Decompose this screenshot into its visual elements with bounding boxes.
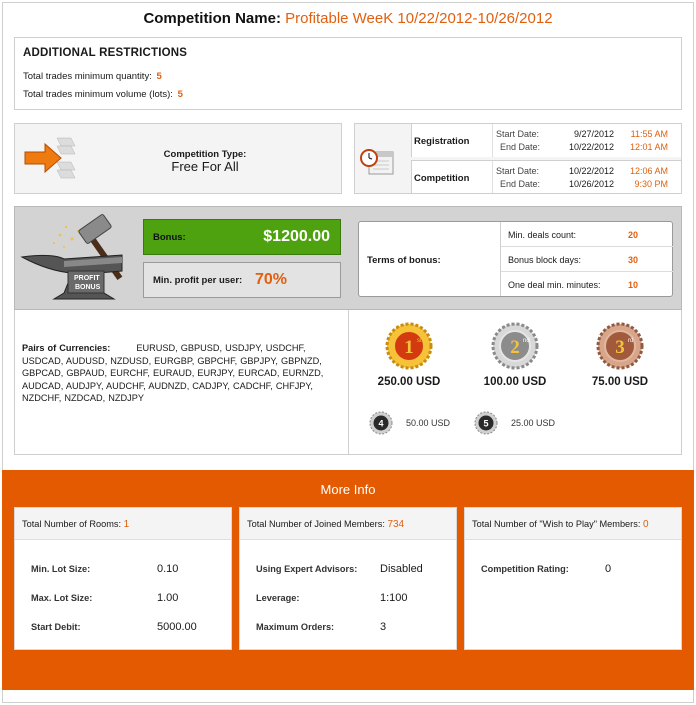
members-header-value: 734 bbox=[387, 519, 405, 530]
calendar-icon bbox=[355, 124, 411, 193]
bonus-badge-text: BONUS bbox=[75, 284, 101, 291]
card-row-value: 0 bbox=[605, 563, 612, 575]
second-place-suffix: nd bbox=[523, 338, 530, 344]
fifth-place-badge-icon bbox=[474, 411, 498, 435]
third-place-number: 3 bbox=[615, 337, 625, 358]
terms-value: 30 bbox=[627, 255, 638, 265]
min-qty-row bbox=[23, 71, 162, 82]
card-row-key: Using Expert Advisors: bbox=[256, 564, 358, 574]
registration-end-date: 10/22/2012 bbox=[568, 142, 614, 152]
rooms-card bbox=[14, 507, 232, 650]
min-vol-value: 5 bbox=[177, 89, 183, 100]
dates-panel bbox=[354, 123, 682, 194]
min-vol-label: Total trades minimum volume (lots): bbox=[23, 89, 173, 100]
competition-dates-block bbox=[411, 160, 681, 193]
restrictions-heading: ADDITIONAL RESTRICTIONS bbox=[23, 47, 188, 59]
bonus-value: $1200.00 bbox=[263, 228, 330, 245]
terms-of-bonus-panel bbox=[358, 221, 673, 297]
min-qty-value: 5 bbox=[156, 71, 162, 82]
competition-end-label: End Date: bbox=[500, 179, 541, 189]
fourth-prize-value: 50.00 USD bbox=[406, 418, 451, 428]
rooms-header-value: 1 bbox=[123, 519, 130, 530]
competition-type-label: Competition Type: bbox=[163, 149, 247, 160]
competition-dates-label: Competition bbox=[414, 173, 470, 184]
min-profit-box bbox=[143, 262, 341, 298]
terms-value: 10 bbox=[627, 280, 638, 290]
min-qty-label: Total trades minimum quantity: bbox=[23, 71, 152, 82]
members-card bbox=[239, 507, 457, 650]
bonus-box bbox=[143, 219, 341, 255]
card-row-value: Disabled bbox=[380, 563, 423, 575]
prizes-panel bbox=[348, 310, 682, 455]
card-row-key: Max. Lot Size: bbox=[31, 593, 93, 603]
card-row-key: Leverage: bbox=[256, 593, 300, 603]
competition-name-label: Competition Name: bbox=[143, 10, 281, 27]
fifth-prize-value: 25.00 USD bbox=[511, 418, 556, 428]
arrow-icon bbox=[23, 134, 79, 182]
fifth-place-number: 5 bbox=[483, 418, 489, 429]
card-row-key: Competition Rating: bbox=[481, 564, 569, 574]
members-header-label: Total Number of Joined Members: bbox=[247, 519, 385, 529]
competition-end-time: 9:30 PM bbox=[634, 179, 668, 189]
card-row-key: Start Debit: bbox=[31, 622, 81, 632]
terms-row bbox=[501, 222, 673, 247]
wish-header-value: 0 bbox=[642, 519, 649, 530]
terms-key: Bonus block days: bbox=[508, 255, 582, 265]
min-profit-value: 70% bbox=[255, 271, 288, 288]
fourth-place-badge-icon bbox=[369, 411, 393, 435]
more-info-heading: More Info bbox=[320, 482, 376, 497]
more-info-section bbox=[2, 470, 694, 690]
registration-start-label: Start Date: bbox=[496, 129, 540, 139]
min-profit-label: Min. profit per user: bbox=[153, 275, 243, 286]
card-row-value: 5000.00 bbox=[157, 621, 197, 633]
card-row-value: 1:100 bbox=[380, 592, 408, 604]
currency-pairs-label: Pairs of Currencies: bbox=[22, 343, 111, 353]
competition-type-value: Free For All bbox=[171, 159, 239, 174]
rooms-header-label: Total Number of Rooms: bbox=[22, 519, 122, 529]
bonus-label: Bonus: bbox=[153, 232, 186, 243]
first-place-medal-icon bbox=[385, 322, 433, 370]
competition-start-date: 10/22/2012 bbox=[568, 166, 614, 176]
card-row-value: 3 bbox=[380, 621, 387, 633]
third-prize-value: 75.00 USD bbox=[591, 376, 649, 388]
competition-type-panel bbox=[14, 123, 342, 194]
registration-end-label: End Date: bbox=[500, 142, 541, 152]
second-place-medal-icon bbox=[491, 322, 539, 370]
second-place-number: 2 bbox=[510, 337, 520, 358]
card-row-key: Min. Lot Size: bbox=[31, 564, 91, 574]
registration-label: Registration bbox=[414, 136, 470, 147]
competition-end-date: 10/26/2012 bbox=[568, 179, 614, 189]
terms-row bbox=[501, 272, 673, 297]
competition-start-time: 12:06 AM bbox=[629, 166, 668, 176]
registration-block bbox=[411, 124, 681, 157]
card-row-value: 0.10 bbox=[157, 563, 179, 575]
terms-value: 20 bbox=[627, 230, 638, 240]
terms-key: One deal min. minutes: bbox=[508, 280, 601, 290]
additional-restrictions-panel bbox=[14, 37, 682, 110]
currency-pairs-panel bbox=[14, 310, 349, 455]
profit-bonus-anvil-icon bbox=[18, 211, 136, 307]
third-place-suffix: rd bbox=[628, 338, 634, 344]
currency-pairs-value: EURUSD, GBPUSD, USDJPY, USDCHF, USDCAD, AUDUSD, NZDUSD, EURGBP, GBPCHF, GBPJPY, GBPNZD, GBPCAD, GBPAUD, EURCHF, EURAUD, EURJPY, EURCAD, EURNZD, AUDCAD, AUDJPY, AUDCHF, AUDNZD, CADJPY, CADCHF, CHFJPY, NZDCHF, NZDCAD, NZDJPY bbox=[22, 343, 324, 404]
terms-key: Min. deals count: bbox=[508, 230, 577, 240]
competition-name-value: Profitable WeeK 10/22/2012-10/26/2012 bbox=[285, 10, 553, 27]
registration-start-time: 11:55 AM bbox=[630, 129, 668, 139]
first-prize-value: 250.00 USD bbox=[377, 376, 441, 388]
first-place-suffix: st bbox=[417, 338, 422, 344]
terms-row bbox=[501, 247, 673, 272]
card-row-value: 1.00 bbox=[157, 592, 179, 604]
profit-badge-text: PROFIT bbox=[74, 275, 100, 282]
wish-header-label: Total Number of "Wish to Play" Members: bbox=[472, 519, 641, 529]
registration-end-time: 12:01 AM bbox=[629, 142, 668, 152]
min-vol-row bbox=[23, 89, 183, 100]
terms-label: Terms of bonus: bbox=[367, 255, 441, 266]
page-title bbox=[0, 10, 696, 27]
bonus-band bbox=[14, 206, 682, 310]
card-row-key: Maximum Orders: bbox=[256, 622, 335, 632]
competition-start-label: Start Date: bbox=[496, 166, 540, 176]
registration-start-date: 9/27/2012 bbox=[573, 129, 614, 139]
second-prize-value: 100.00 USD bbox=[483, 376, 547, 388]
fourth-place-number: 4 bbox=[378, 418, 384, 429]
currency-pairs-text bbox=[22, 342, 342, 405]
wish-to-play-card bbox=[464, 507, 682, 650]
first-place-number: 1 bbox=[404, 337, 414, 358]
third-place-medal-icon bbox=[596, 322, 644, 370]
